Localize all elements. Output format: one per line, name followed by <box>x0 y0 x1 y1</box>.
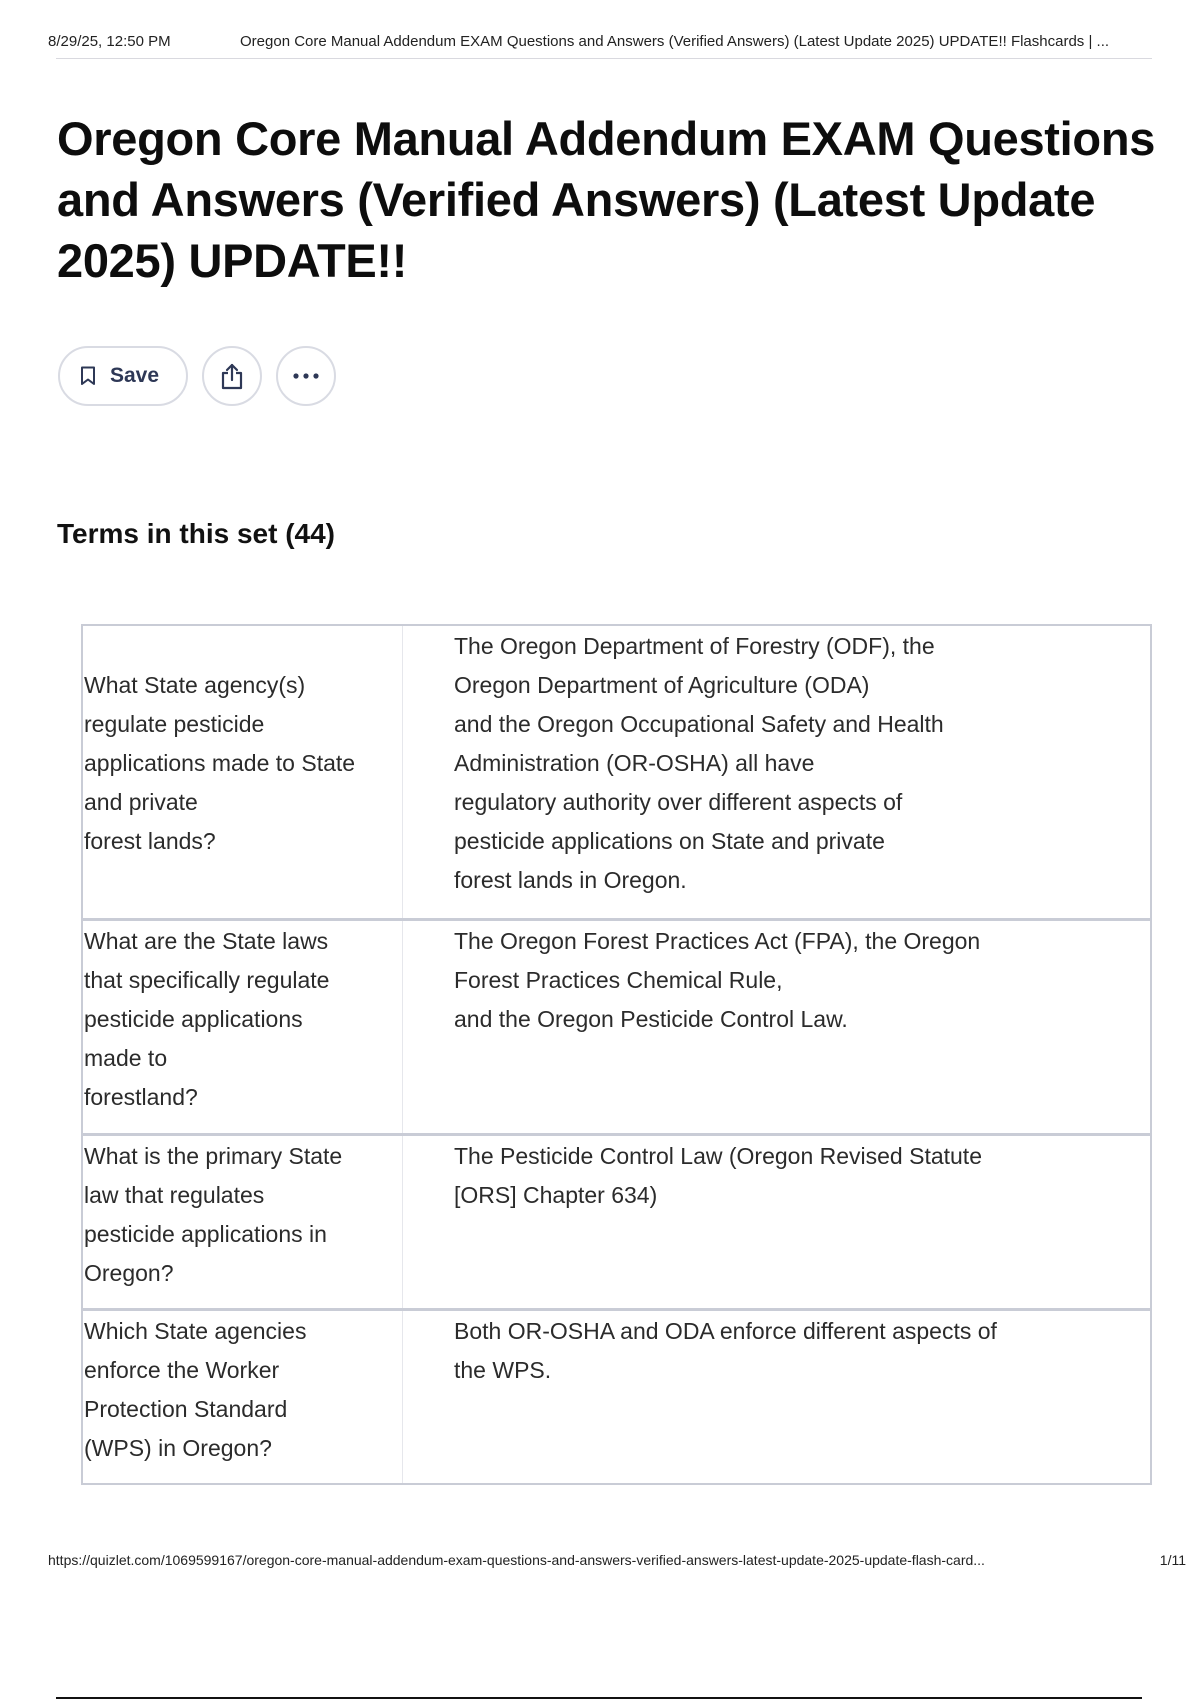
bookmark-icon <box>80 366 96 386</box>
print-datetime: 8/29/25, 12:50 PM <box>48 32 171 50</box>
term-question: What is the primary State law that regulates pesticide applications in Oregon? <box>83 1136 403 1308</box>
print-header <box>48 28 1152 54</box>
term-answer: The Oregon Forest Practices Act (FPA), the Oregon Forest Practices Chemical Rule, and the Oregon Pesticide Control Law. <box>454 928 981 1032</box>
term-question: What are the State laws that specifically regulate pesticide applications made to forestland? <box>83 921 403 1133</box>
share-button[interactable] <box>202 346 262 406</box>
term-answer: The Pesticide Control Law (Oregon Revised Statute [ORS] Chapter 634) <box>454 1143 982 1208</box>
print-footer <box>48 1548 1186 1572</box>
term-question: Which State agencies enforce the Worker Protection Standard (WPS) in Oregon? <box>83 1311 403 1483</box>
save-label: Save <box>110 364 160 387</box>
more-options-button[interactable] <box>276 346 336 406</box>
page-number: 1/11 <box>1159 1552 1186 1568</box>
term-row <box>83 626 1150 918</box>
term-question: What State agency(s) regulate pesticide applications made to State and private forest lands? <box>83 626 403 918</box>
term-answer: The Oregon Department of Forestry (ODF), the Oregon Department of Agriculture (ODA) and the Oregon Occupational Safety and Health Administration (OR-OSHA) all have regulatory authority over different aspects of pesticide applications on State and private forest lands in Oregon. <box>454 633 944 893</box>
print-doc-title: Oregon Core Manual Addendum EXAM Questions and Answers (Verified Answers) (Latest Update 2025) UPDATE!! Flashcards | ... <box>240 32 1110 50</box>
term-row <box>83 1133 1150 1308</box>
save-button[interactable] <box>58 346 188 406</box>
term-row <box>83 918 1150 1133</box>
terms-heading: Terms in this set (44) <box>57 518 336 549</box>
header-divider <box>56 58 1152 59</box>
term-row <box>83 1308 1150 1483</box>
bottom-divider <box>56 1697 1142 1699</box>
print-url: https://quizlet.com/1069599167/oregon-core-manual-addendum-exam-questions-and-answers-verified-answers-latest-update-2025-update-flash-card... <box>48 1552 985 1568</box>
action-bar <box>58 346 336 406</box>
share-icon <box>219 362 245 390</box>
terms-list <box>81 624 1152 1485</box>
more-icon <box>292 372 320 380</box>
term-answer: Both OR-OSHA and ODA enforce different aspects of the WPS. <box>454 1318 997 1383</box>
page-title: Oregon Core Manual Addendum EXAM Questions and Answers (Verified Answers) (Latest Update 2025) UPDATE!! <box>57 112 1156 287</box>
